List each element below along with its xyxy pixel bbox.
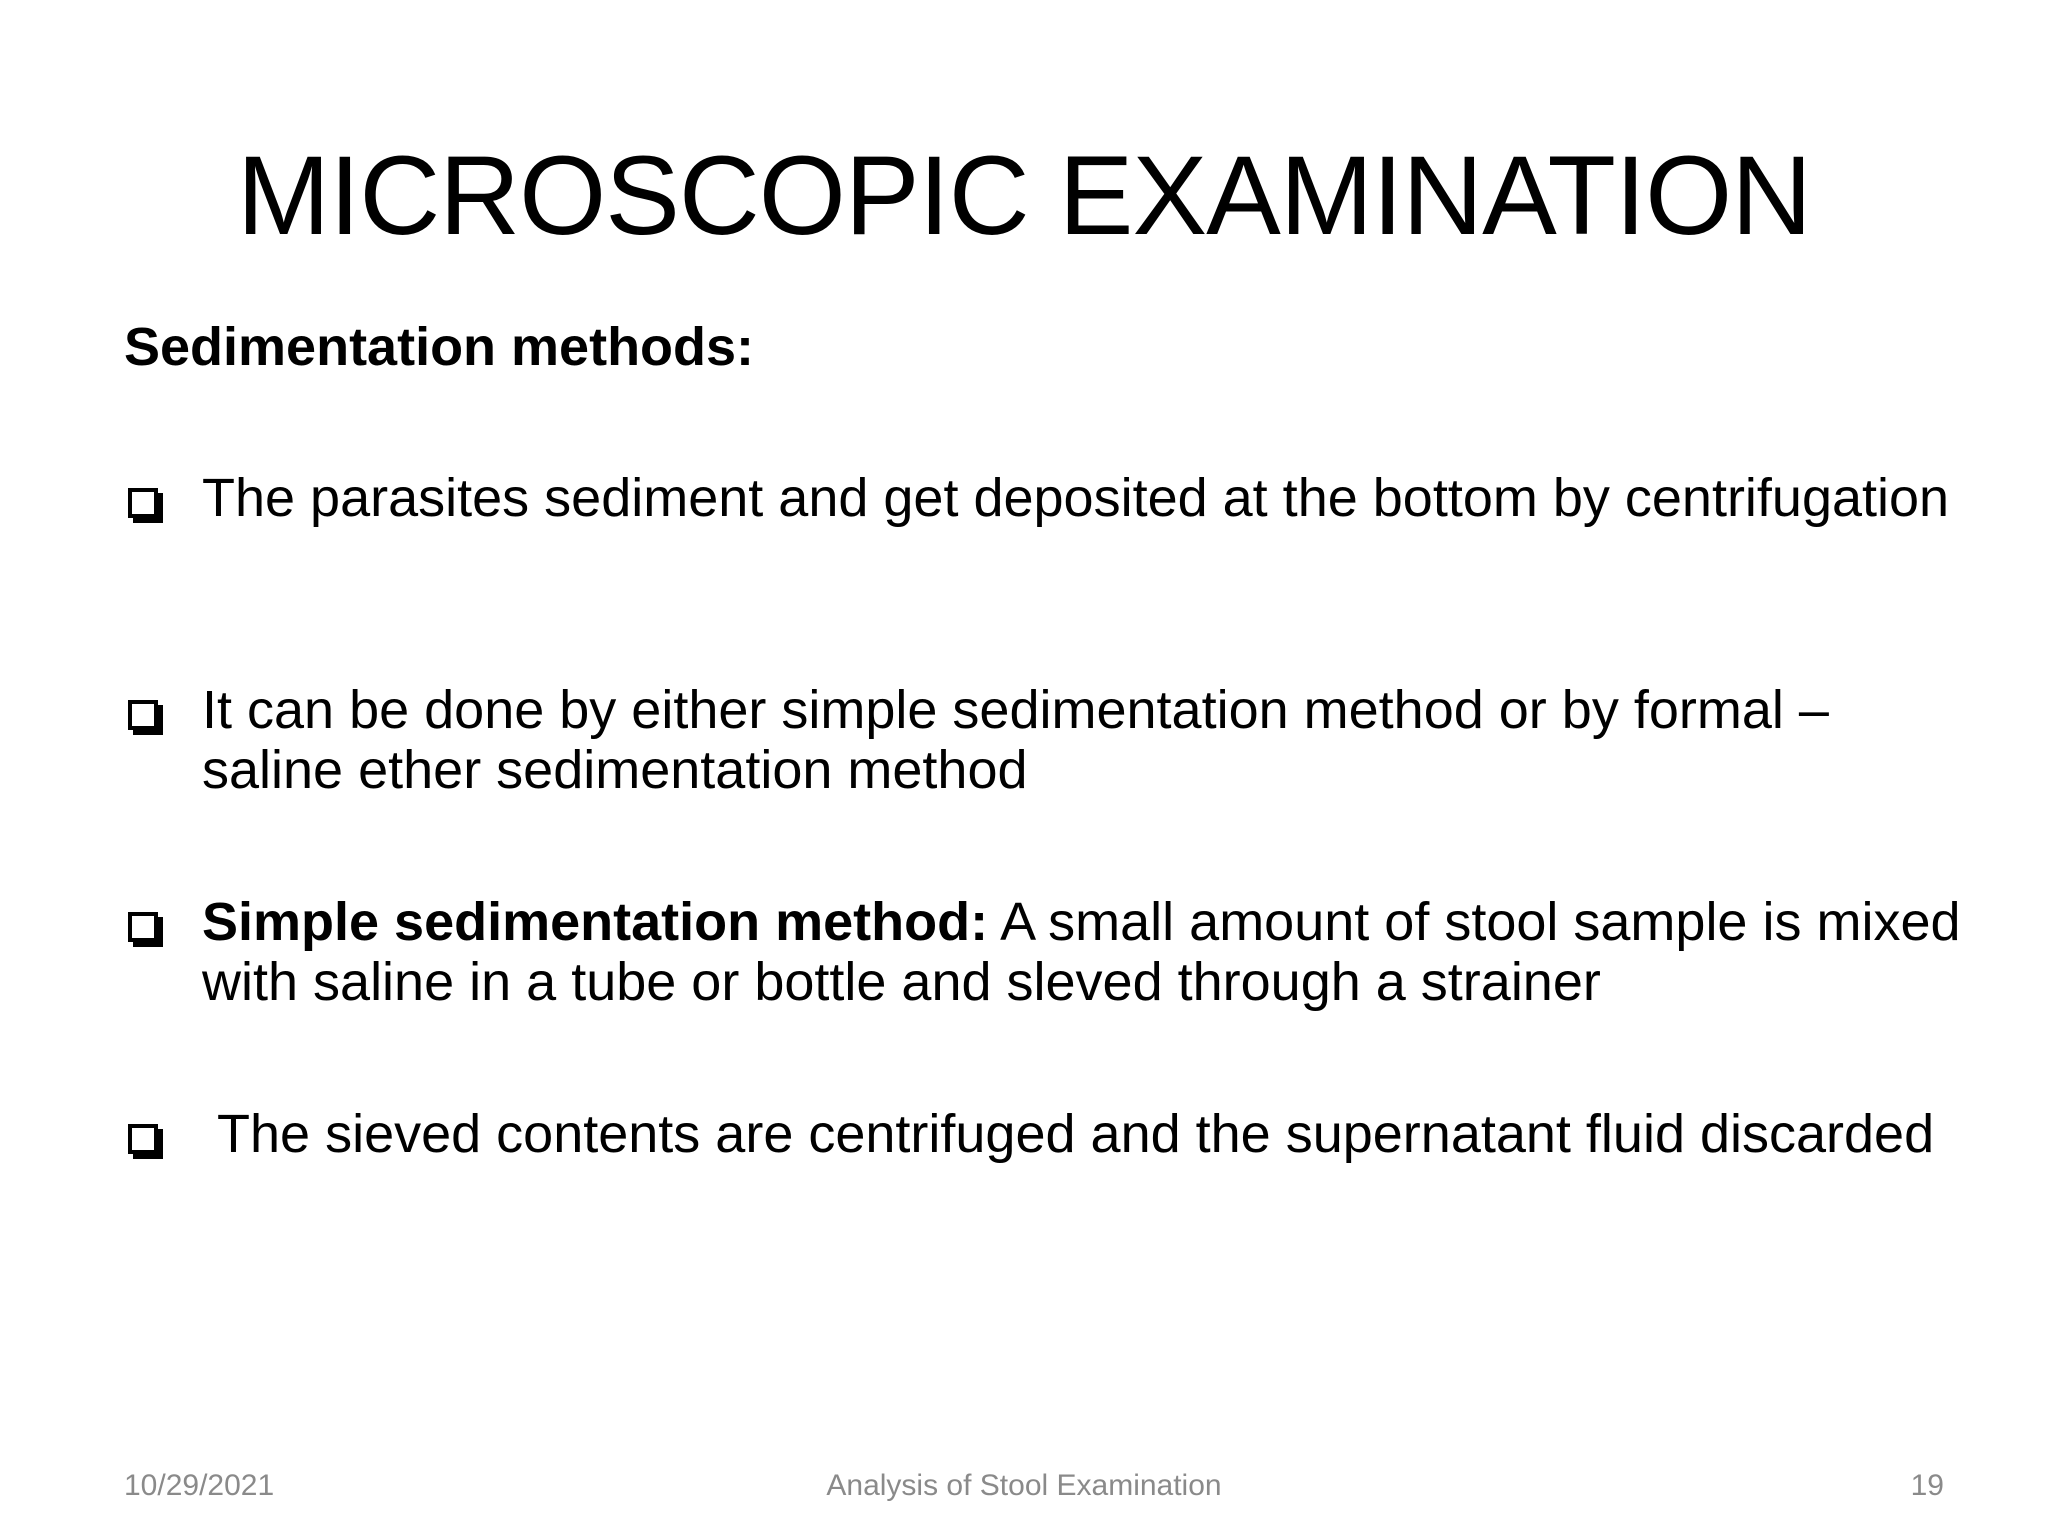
slide-subtitle: Sedimentation methods:: [124, 317, 755, 377]
checkbox-square-icon: [128, 912, 158, 942]
checkbox-square-icon: [128, 700, 158, 730]
checkbox-square-icon: [128, 1124, 158, 1154]
footer-page-number: 19: [1910, 1469, 1944, 1502]
bullet-text-3-body: A small amount of stool sample is mixed with saline in a tube or bottle and sleved through a strainer: [202, 892, 1961, 1012]
footer-title: Analysis of Stool Examination: [826, 1469, 1222, 1502]
checkbox-square-icon: [128, 488, 158, 518]
bullet-text-3-bold: Simple sedimentation method:: [202, 892, 989, 952]
bullet-text-2-body: It can be done by either simple sedimentation method or by formal – saline ether sedimentation method: [202, 680, 1829, 800]
bullet-text-1: [202, 468, 1962, 528]
bullet-text-4-body: The sieved contents are centrifuged and the supernatant fluid discarded: [202, 1104, 1935, 1164]
footer-date: 10/29/2021: [124, 1469, 275, 1502]
bullet-text-4: [202, 1104, 1962, 1164]
bullet-text-3: [202, 892, 1962, 1012]
bullet-text-2: [202, 680, 1962, 800]
bullet-text-1-body: The parasites sediment and get deposited at the bottom by centrifugation: [202, 468, 1950, 528]
slide-title: MICROSCOPIC EXAMINATION: [236, 133, 1812, 258]
